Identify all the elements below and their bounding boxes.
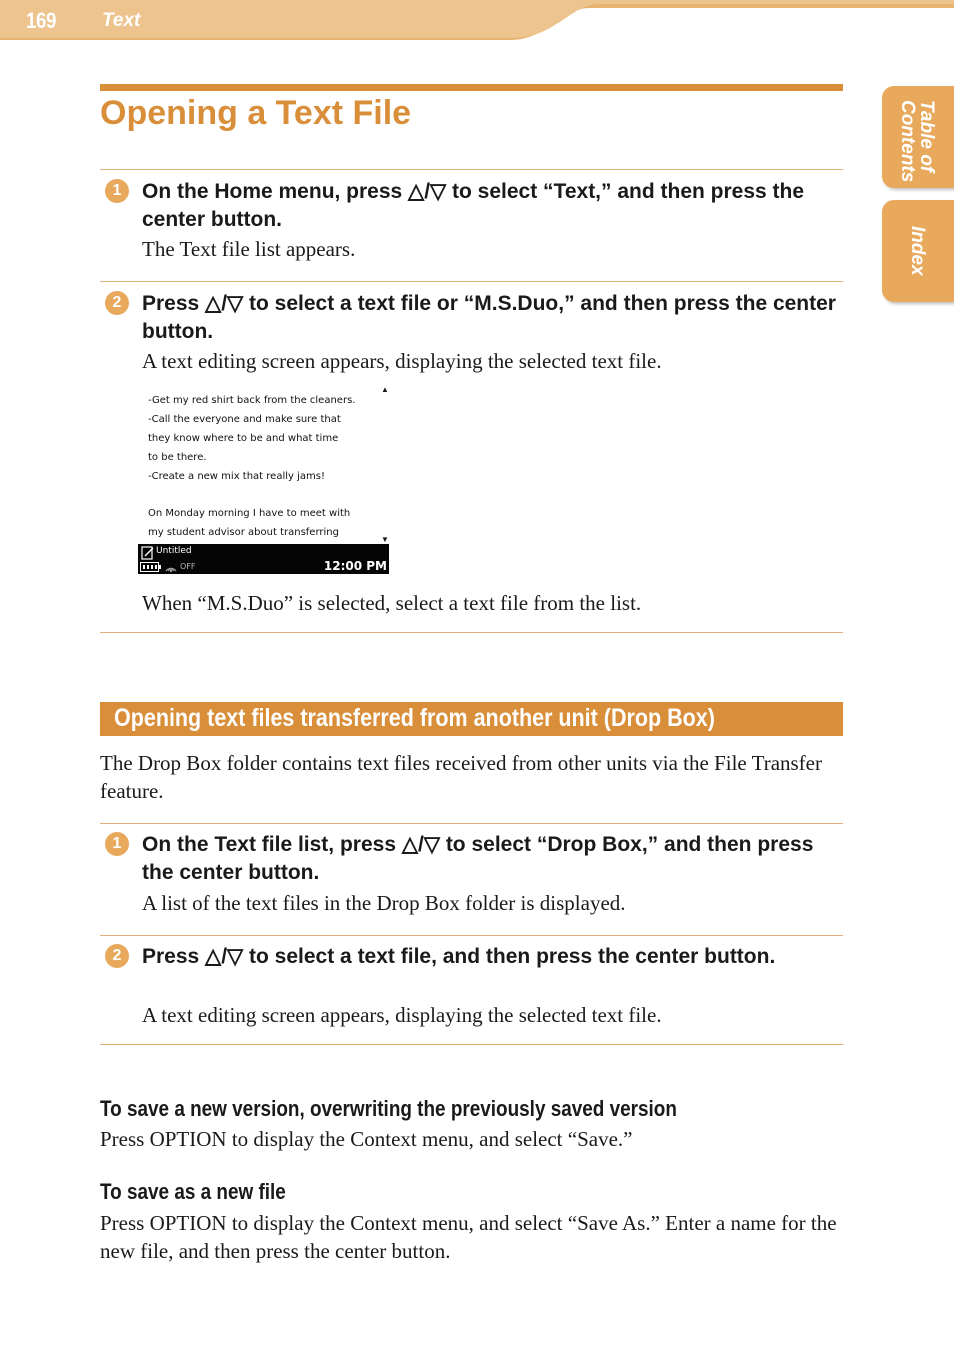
divider — [100, 632, 843, 633]
step-number: 1 — [105, 832, 129, 856]
scroll-down-icon: ▼ — [381, 535, 389, 544]
divider — [100, 1044, 843, 1045]
divider — [100, 169, 843, 170]
text-editing-screen — [138, 384, 390, 576]
text-file-content: -Get my red shirt back from the cleaners. -Call the everyone and make sure that they know where to be and what time to be there. -Create a new mix that really jams! On Monday morning I have to meet with my student advisor about transferring — [148, 395, 356, 539]
header-band — [0, 0, 954, 40]
drop-box-heading-text: Opening text files transferred from another unit (Drop Box) — [114, 704, 715, 732]
scroll-up-icon: ▲ — [381, 385, 389, 394]
save-overwrite-text: Press OPTION to display the Context menu, and select “Save.” — [100, 1127, 633, 1151]
page-title: Opening a Text File — [100, 94, 412, 132]
step-heading: Press △/▽ to select a text file or “M.S.Duo,” and then press the center button. — [142, 292, 836, 343]
document-icon — [140, 546, 156, 560]
page-header — [0, 0, 954, 40]
section-name: Text — [102, 10, 141, 31]
step-heading: On the Text file list, press △/▽ to select “Drop Box,” and then press the center button. — [142, 833, 814, 884]
step-body: A text editing screen appears, displaying the selected text file. — [142, 349, 662, 373]
step-number: 2 — [105, 944, 129, 968]
step-heading: On the Home menu, press △/▽ to select “Text,” and then press the center button. — [142, 180, 805, 231]
table-of-contents-tab[interactable] — [882, 86, 954, 188]
table-of-contents-label: Table of Contents — [897, 100, 937, 183]
clock: 12:00 PM — [323, 559, 387, 573]
file-name: Untitled — [156, 546, 192, 556]
title-bar — [100, 84, 843, 91]
save-new-text: Press OPTION to display the Context menu, and select “Save As.” Enter a name for the new file, and then press the center button. — [100, 1211, 837, 1263]
status-bar — [138, 544, 389, 574]
step-body: A text editing screen appears, displaying the selected text file. — [142, 1003, 662, 1027]
divider — [100, 823, 843, 824]
save-overwrite-heading: To save a new version, overwriting the previously saved version — [100, 1096, 677, 1121]
drop-box-heading — [100, 702, 843, 736]
wireless-status: OFF — [180, 562, 196, 571]
divider — [100, 281, 843, 282]
save-new-heading: To save as a new file — [100, 1179, 286, 1204]
step-body: A list of the text files in the Drop Box folder is displayed. — [142, 891, 626, 915]
index-tab[interactable] — [882, 200, 954, 302]
divider — [100, 935, 843, 936]
index-label: Index — [907, 226, 928, 276]
drop-box-intro: The Drop Box folder contains text files received from other units via the File Transfer feature. — [100, 751, 822, 803]
screen-note: When “M.S.Duo” is selected, select a text file from the list. — [142, 591, 642, 615]
step-heading: Press △/▽ to select a text file, and then press the center button. — [142, 945, 776, 968]
battery-icon — [140, 562, 162, 572]
step-body: The Text file list appears. — [142, 237, 356, 261]
step-number: 2 — [105, 291, 129, 315]
step-number: 1 — [105, 179, 129, 203]
page-number: 169 — [26, 8, 56, 33]
wireless-icon — [164, 561, 178, 573]
